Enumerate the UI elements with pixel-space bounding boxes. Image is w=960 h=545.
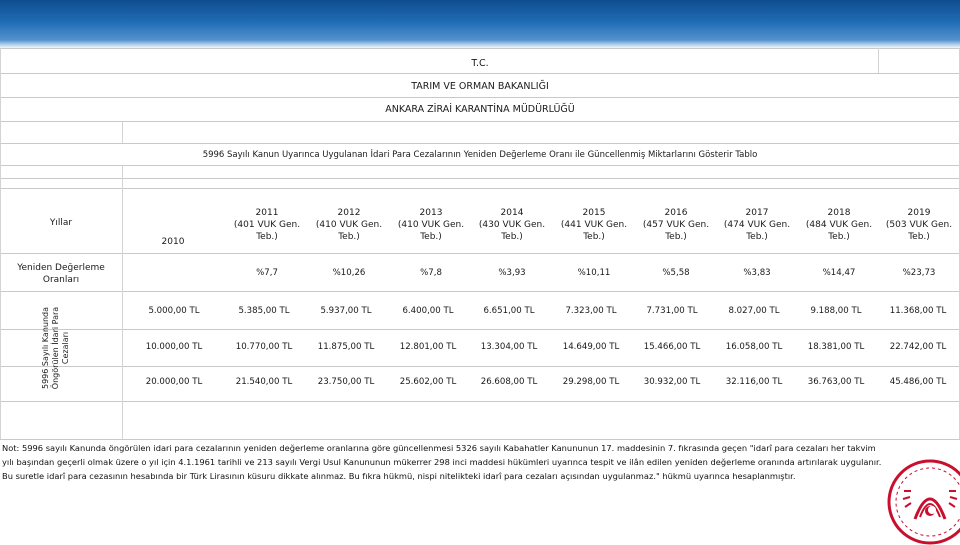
table-cell: 5.937,00 TL [320, 306, 372, 316]
table-cell: 36.763,00 TL [807, 377, 865, 387]
table-cell: 26.608,00 TL [480, 377, 538, 387]
rate-cell: %7,7 [256, 268, 278, 278]
table-cell: 30.932,00 TL [643, 377, 701, 387]
table-cell: 11.368,00 TL [889, 306, 947, 316]
table-cell: 6.400,00 TL [402, 306, 454, 316]
table-cell: 25.602,00 TL [399, 377, 457, 387]
table-cell: 23.750,00 TL [317, 377, 375, 387]
header-ministry: TARIM VE ORMAN BAKANLIĞI [411, 81, 549, 92]
table-cell: 18.381,00 TL [807, 342, 865, 352]
years-label: Yıllar [49, 218, 73, 228]
year-header: 2019 (503 VUK Gen. Teb.) [885, 208, 953, 242]
year-header: 2011 (401 VUK Gen. Teb.) [233, 208, 301, 242]
fines-group-label: 5996 Sayılı Kanunda Öngörülen İdari Para Cezaları [41, 306, 70, 390]
table-cell: 13.304,00 TL [480, 342, 538, 352]
table-cell: 21.540,00 TL [235, 377, 293, 387]
footnote-line: yılı başından geçerli olmak üzere o yıl için 4.1.1961 tarihli ve 213 sayılı Vergi Usul Kanununun mükerrer 298 inci maddesi hükümleri uyarınca tespit ve ilân edilen yeniden değerleme oranında artırılarak uygulanır. [2, 457, 882, 467]
year-header: 2016 (457 VUK Gen. Teb.) [642, 208, 710, 242]
footnote [2, 441, 960, 483]
table-title: 5996 Sayılı Kanun Uyarınca Uygulanan İdari Para Cezalarının Yeniden Değerleme Oranı ile Güncellenmiş Miktarlarını Gösterir Tablo [202, 150, 758, 160]
year-header: 2014 (430 VUK Gen. Teb.) [478, 208, 546, 242]
table-cell: 10.770,00 TL [235, 342, 293, 352]
table-cell: 29.298,00 TL [562, 377, 620, 387]
table-cell: 14.649,00 TL [562, 342, 620, 352]
table-cell: 5.000,00 TL [148, 306, 200, 316]
rates-label: Yeniden Değerleme Oranları [17, 263, 105, 285]
top-banner [0, 0, 960, 48]
table-cell: 10.000,00 TL [145, 342, 203, 352]
rate-cell: %10,11 [577, 268, 611, 278]
footnote-line: Not: 5996 sayılı Kanunda öngörülen idari para cezalarının yeniden değerleme oranlarına göre güncellenmesi 5326 sayılı Kabahatler Kanununun 17. maddesinin 7. fıkrasında geçen "idarî para cezaları her takvim [2, 443, 876, 453]
table-cell: 9.188,00 TL [810, 306, 862, 316]
rate-cell: %10,26 [332, 268, 366, 278]
year-header: 2018 (484 VUK Gen. Teb.) [805, 208, 873, 242]
rate-cell: %3,93 [498, 268, 526, 278]
year-header: 2012 (410 VUK Gen. Teb.) [315, 208, 383, 242]
footnote-line: Bu suretle idarî para cezasının hesabında bir Türk Lirasının küsuru dikkate alınmaz. Bu fıkra hükmü, nispi nitelikteki idarî para cezaları açısından uygulanmaz." hükmü uyarınca hesaplanmıştır. [2, 471, 796, 481]
table-cell: 20.000,00 TL [145, 377, 203, 387]
table-cell: 45.486,00 TL [889, 377, 947, 387]
table-cell: 16.058,00 TL [725, 342, 783, 352]
table-cell: 12.801,00 TL [399, 342, 457, 352]
table-cell: 11.875,00 TL [317, 342, 375, 352]
table-cell: 7.323,00 TL [565, 306, 617, 316]
rate-cell: %14,47 [822, 268, 856, 278]
table-cell: 22.742,00 TL [889, 342, 947, 352]
year-header: 2017 (474 VUK Gen. Teb.) [723, 208, 791, 242]
year-header: 2013 (410 VUK Gen. Teb.) [397, 208, 465, 242]
rate-cell: %3,83 [743, 268, 771, 278]
base-year: 2010 [161, 237, 185, 247]
header-tc: T.C. [471, 58, 489, 69]
table-cell: 7.731,00 TL [646, 306, 698, 316]
table-cell: 32.116,00 TL [725, 377, 783, 387]
rate-cell: %7,8 [420, 268, 442, 278]
rate-cell: %23,73 [902, 268, 936, 278]
header-directorate: ANKARA ZİRAİ KARANTİNA MÜDÜRLÜĞÜ [385, 104, 575, 115]
table-cell: 5.385,00 TL [238, 306, 290, 316]
year-header: 2015 (441 VUK Gen. Teb.) [560, 208, 628, 242]
rate-cell: %5,58 [662, 268, 690, 278]
ministry-seal-icon [887, 459, 960, 545]
table-cell: 15.466,00 TL [643, 342, 701, 352]
table-cell: 8.027,00 TL [728, 306, 780, 316]
table-cell: 6.651,00 TL [483, 306, 535, 316]
